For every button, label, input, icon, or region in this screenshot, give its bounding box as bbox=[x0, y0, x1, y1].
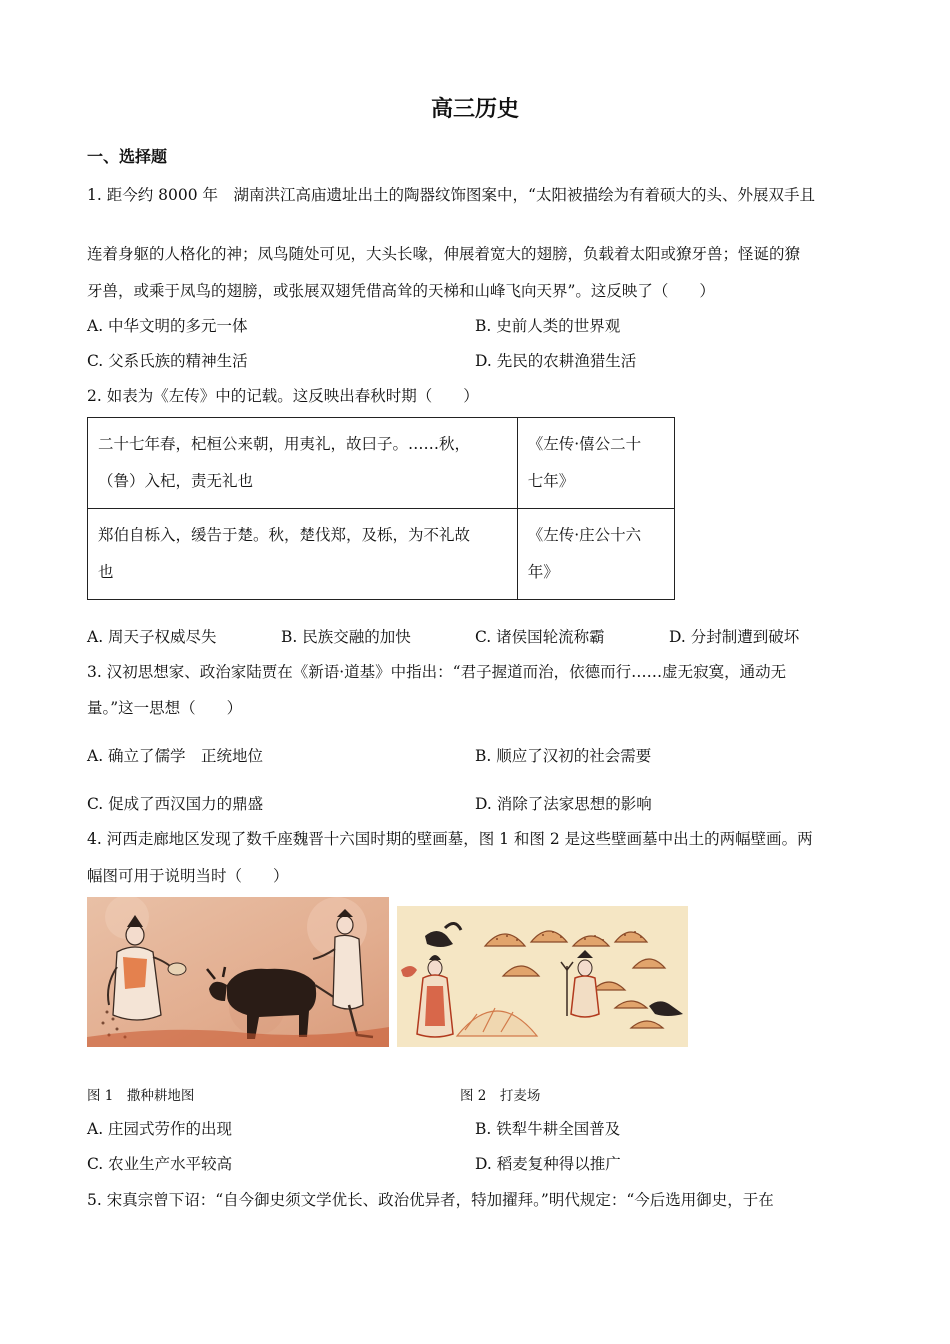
figure-2-caption: 图 2 打麦场 bbox=[460, 1088, 541, 1104]
q1-stem-line3: 牙兽，或乘于凤鸟的翅膀，或张展双翅凭借高耸的天梯和山峰飞向天界”。这反映了（ ） bbox=[87, 282, 715, 300]
cell-line: 《左传·僖公二十 bbox=[527, 435, 642, 453]
q3-stem-line2: 量。”这一思想（ ） bbox=[87, 699, 243, 717]
table-cell-source bbox=[517, 509, 674, 600]
page-title: 高三历史 bbox=[430, 97, 519, 122]
threshing-ground-mural-image bbox=[397, 906, 688, 1047]
q5-stem-line1: 5. 宋真宗曾下诏：“自今御史须文学优长、政治优异者，特加擢拜。”明代规定：“今后选用御史，于在 bbox=[87, 1191, 774, 1209]
q2-stem: 2. 如表为《左传》中的记载。这反映出春秋时期（ ） bbox=[87, 387, 479, 405]
q3-option-d[interactable]: D. 消除了法家思想的影响 bbox=[475, 795, 652, 813]
source-table bbox=[87, 417, 675, 600]
table-cell-text bbox=[88, 509, 518, 600]
q3-option-a[interactable]: A. 确立了儒学 正统地位 bbox=[87, 747, 264, 765]
q4-stem-line1: 4. 河西走廊地区发现了数千座魏晋十六国时期的壁画墓，图 1 和图 2 是这些壁画墓中出土的两幅壁画。两 bbox=[87, 830, 813, 848]
table-row bbox=[88, 509, 675, 600]
table-row bbox=[88, 418, 675, 509]
q1-option-b[interactable]: B. 史前人类的世界观 bbox=[475, 317, 621, 335]
section-heading: 一、选择题 bbox=[87, 147, 168, 166]
cell-line: （鲁）入杞，责无礼也 bbox=[98, 472, 254, 490]
q3-option-b[interactable]: B. 顺应了汉初的社会需要 bbox=[475, 747, 652, 765]
q2-option-c[interactable]: C. 诸侯国轮流称霸 bbox=[475, 628, 605, 646]
cell-line: 郑伯自栎入，缓告于楚。秋，楚伐郑，及栎，为不礼故 bbox=[98, 526, 471, 544]
q2-option-a[interactable]: A. 周天子权威尽失 bbox=[87, 628, 217, 646]
q4-stem-line2: 幅图可用于说明当时（ ） bbox=[87, 867, 289, 885]
q1-option-d[interactable]: D. 先民的农耕渔猎生活 bbox=[475, 352, 637, 370]
mural-figure-2 bbox=[397, 906, 688, 1047]
q2-option-b[interactable]: B. 民族交融的加快 bbox=[281, 628, 411, 646]
q1-stem-line2: 连着身躯的人格化的神；凤鸟随处可见，大头长喙，伸展着宽大的翅膀，负载着太阳或獠牙兽；怪诞的獠 bbox=[87, 245, 801, 263]
cell-line: 二十七年春，杞桓公来朝，用夷礼，故曰子。……秋， bbox=[98, 435, 471, 453]
table-cell-source bbox=[517, 418, 674, 509]
q1-option-a[interactable]: A. 中华文明的多元一体 bbox=[87, 317, 248, 335]
q1-stem-line1: 1. 距今约 8000 年 湖南洪江高庙遗址出土的陶器纹饰图案中，“太阳被描绘为有着硕大的头、外展双手且 bbox=[87, 186, 815, 204]
sowing-plowing-mural-image bbox=[87, 897, 389, 1047]
q3-stem-line1: 3. 汉初思想家、政治家陆贾在《新语·道基》中指出：“君子握道而治，依德而行……虚无寂寞，通动无 bbox=[87, 663, 787, 681]
figure-1-caption: 图 1 撒种耕地图 bbox=[87, 1088, 195, 1104]
cell-line: 七年》 bbox=[527, 472, 575, 490]
mural-figure-1 bbox=[87, 897, 389, 1047]
q4-option-c[interactable]: C. 农业生产水平较高 bbox=[87, 1155, 233, 1173]
cell-line: 《左传·庄公十六 bbox=[527, 526, 642, 544]
table-cell-text bbox=[88, 418, 518, 509]
q4-option-d[interactable]: D. 稻麦复种得以推广 bbox=[475, 1155, 621, 1173]
q4-option-b[interactable]: B. 铁犁牛耕全国普及 bbox=[475, 1120, 621, 1138]
cell-line: 年》 bbox=[527, 563, 559, 581]
q4-option-a[interactable]: A. 庄园式劳作的出现 bbox=[87, 1120, 233, 1138]
q2-option-d[interactable]: D. 分封制遭到破坏 bbox=[669, 628, 800, 646]
q3-option-c[interactable]: C. 促成了西汉国力的鼎盛 bbox=[87, 795, 264, 813]
cell-line: 也 bbox=[98, 563, 114, 581]
q1-option-c[interactable]: C. 父系氏族的精神生活 bbox=[87, 352, 248, 370]
